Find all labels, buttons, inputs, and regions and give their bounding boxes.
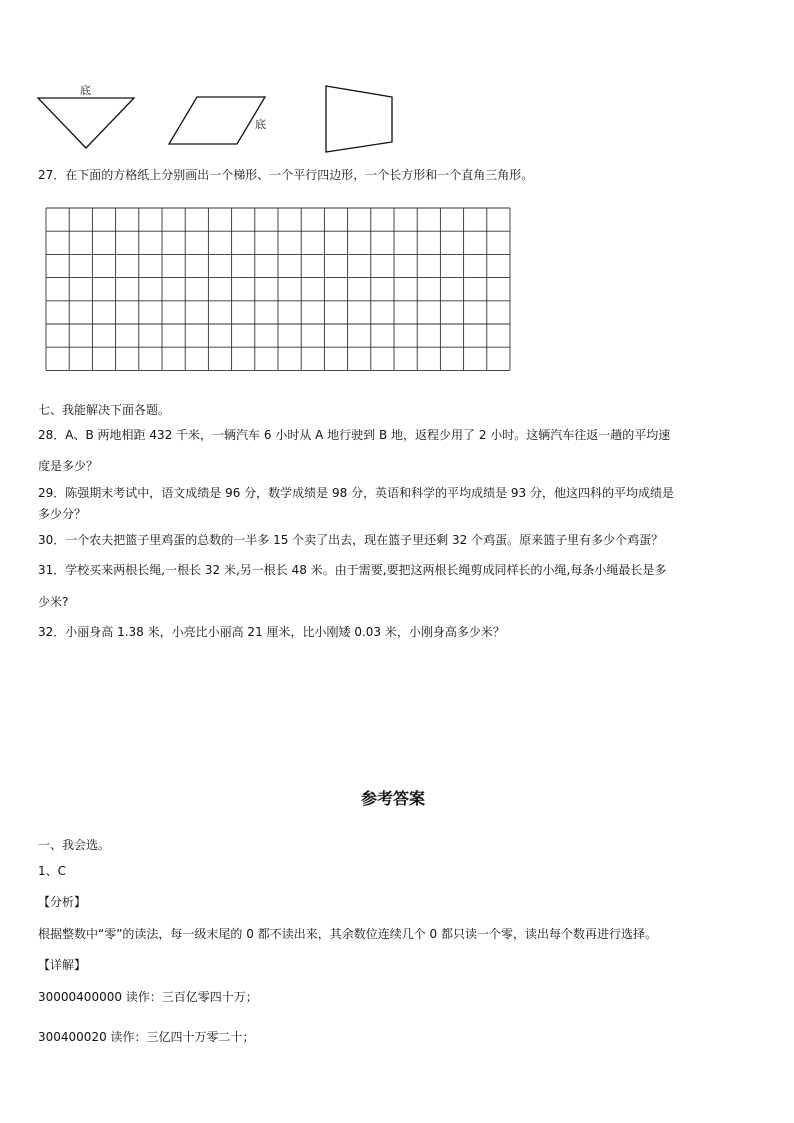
question-32: 32．小丽身高 1.38 米，小亮比小丽高 21 厘米，比小刚矮 0.03 米，小刚身高多少米？	[38, 625, 505, 639]
question-28-line2: 度是多少？	[38, 459, 99, 473]
analysis-text: 根据整数中“零”的读法，每一级末尾的 0 都不读出来，其余数位连续几个 0 都只读一个零，读出每个数再进行选择。	[38, 927, 657, 941]
question-31-line2: 少米?	[38, 595, 69, 609]
question-31-line1: 31．学校买来两根长绳,一根长 32 米,另一根长 48 米。由于需要,要把这两根长绳剪成同样长的小绳,每条小绳最长是多	[38, 563, 667, 577]
detail-line-2: 300400020 读作：三亿四十万零二十；	[38, 1030, 255, 1044]
parallelogram-shape	[169, 97, 265, 144]
parallelogram-base-label: 底	[255, 118, 266, 131]
geometry-shapes	[0, 0, 794, 160]
answer-item-1: 1、C	[38, 864, 67, 878]
detail-line-1: 30000400000 读作：三百亿零四十万；	[38, 990, 258, 1004]
section-7-heading: 七、我能解决下面各题。	[38, 403, 171, 417]
question-29-line1: 29．陈强期末考试中，语文成绩是 96 分，数学成绩是 98 分，英语和科学的平均成绩是 93 分，他这四科的平均成绩是	[38, 486, 674, 500]
answers-title: 参考答案	[361, 789, 426, 808]
question-30: 30．一个农夫把篮子里鸡蛋的总数的一半多 15 个卖了出去，现在篮子里还剩 32 个鸡蛋。原来篮子里有多少个鸡蛋？	[38, 533, 664, 547]
question-29-line2: 多少分？	[38, 507, 87, 521]
detail-label: 【详解】	[38, 958, 87, 972]
answers-section-1: 一、我会选。	[38, 838, 111, 852]
grid-paper	[0, 195, 794, 390]
question-27: 27．在下面的方格纸上分别画出一个梯形、一个平行四边形，一个长方形和一个直角三角形。	[38, 168, 534, 182]
triangle-base-label: 底	[80, 84, 91, 97]
trapezoid-shape	[326, 86, 392, 152]
question-28-line1: 28．A、B 两地相距 432 千米，一辆汽车 6 小时从 A 地行驶到 B 地，返程少用了 2 小时。这辆汽车往返一趟的平均速	[38, 428, 671, 442]
inverted-triangle-shape	[38, 98, 134, 148]
analysis-label: 【分析】	[38, 895, 87, 909]
